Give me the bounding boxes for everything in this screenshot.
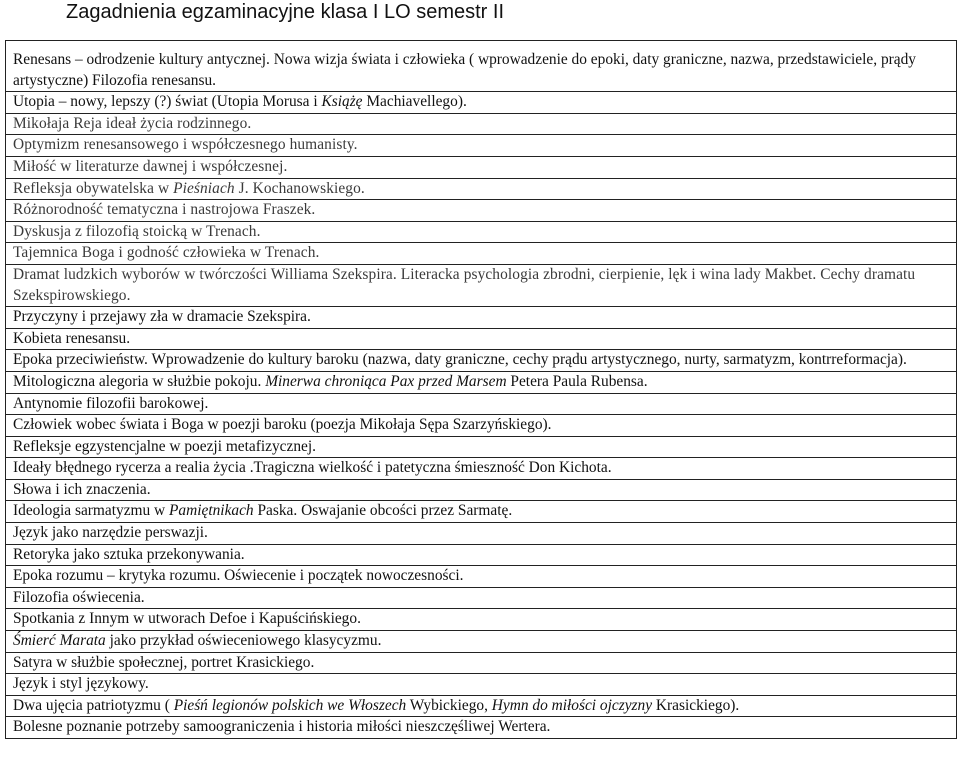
topic-text: Refleksja obywatelska w bbox=[13, 179, 174, 197]
topic-row bbox=[6, 179, 956, 201]
topic-title-italic: Pieśniach bbox=[173, 179, 235, 197]
topic-row bbox=[6, 265, 956, 307]
topic-text: Język jako narzędzie perswazji. bbox=[13, 524, 208, 542]
topic-text: Spotkania z Innym w utworach Defoe i Kapuścińskiego. bbox=[13, 610, 361, 628]
topic-text: Mikołaja Reja ideał życia rodzinnego. bbox=[13, 114, 252, 132]
topic-row bbox=[6, 329, 956, 351]
topic-title-italic: Minerwa chroniąca Pax przed Marsem bbox=[265, 372, 507, 390]
topic-text: Satyra w służbie społecznej, portret Krasickiego. bbox=[13, 653, 315, 671]
topic-row bbox=[6, 437, 956, 459]
topic-row bbox=[6, 609, 956, 631]
topic-text: Dramat ludzkich wyborów w twórczości Williama Szekspira. Literacka psychologia zbrodni, cierpienie, lęk i wina lady Makbet. Cechy dramatu Szekspirowskiego. bbox=[13, 265, 916, 304]
topic-row bbox=[6, 222, 956, 244]
topic-row bbox=[6, 458, 956, 480]
topic-row bbox=[6, 200, 956, 222]
topic-row bbox=[6, 114, 956, 136]
topic-title-italic: Pieśń legionów polskich we Włoszech bbox=[173, 696, 407, 714]
topic-row bbox=[6, 350, 956, 372]
topic-text: Miłość w literaturze dawnej i współczesnej. bbox=[13, 157, 288, 175]
topic-row bbox=[6, 415, 956, 437]
topic-text: Petera Paula Rubensa. bbox=[506, 372, 648, 390]
topic-title-italic: Książę bbox=[321, 93, 363, 111]
topic-row bbox=[6, 653, 956, 675]
topic-text: Optymizm renesansowego i współczesnego humanisty. bbox=[13, 136, 358, 154]
topics-table bbox=[5, 40, 957, 739]
topic-text: Machiavellego). bbox=[362, 93, 467, 111]
topic-text: Krasickiego). bbox=[652, 696, 740, 714]
topic-text: Przyczyny i przejawy zła w dramacie Szekspira. bbox=[13, 308, 311, 326]
topic-row bbox=[6, 394, 956, 416]
topic-text: Epoka przeciwieństw. Wprowadzenie do kultury baroku (nazwa, daty graniczne, cechy prądu artystycznego, nurty, sarmatyzm, kontrreformacja). bbox=[13, 351, 907, 369]
topic-title-italic: Pamiętnikach bbox=[169, 502, 254, 520]
topic-title-italic: Hymn do miłości ojczyzny bbox=[491, 696, 653, 714]
topic-row bbox=[6, 307, 956, 329]
topic-text: Język i styl językowy. bbox=[13, 675, 149, 693]
topic-row bbox=[6, 480, 956, 502]
topic-text: Epoka rozumu – krytyka rozumu. Oświecenie i początek nowoczesności. bbox=[13, 567, 464, 585]
topic-text: Ideały błędnego rycerza a realia życia .Tragiczna wielkość i patetyczna śmieszność Don Kichota. bbox=[13, 459, 612, 477]
topic-text: Bolesne poznanie potrzeby samoograniczenia i historia miłości nieszczęśliwej Wertera. bbox=[13, 718, 551, 736]
topic-row bbox=[6, 696, 956, 718]
topic-text: Tajemnica Boga i godność człowieka w Trenach. bbox=[13, 244, 320, 262]
topic-text: Różnorodność tematyczna i nastrojowa Fraszek. bbox=[13, 201, 316, 219]
topic-text: Słowa i ich znaczenia. bbox=[13, 480, 151, 498]
topic-text: Paska. Oswajanie obcości przez Sarmatę. bbox=[253, 502, 513, 520]
topic-text: Człowiek wobec świata i Boga w poezji baroku (poezja Mikołaja Sępa Szarzyńskiego). bbox=[13, 416, 552, 434]
topic-row bbox=[6, 92, 956, 114]
topic-text: Wybickiego, bbox=[406, 696, 492, 714]
topic-text: Renesans – odrodzenie kultury antycznej. Nowa wizja świata i człowieka ( wprowadzenie do epoki, daty graniczne, nazwa, przedstawiciele, prądy artystyczne) Filozofia renesansu. bbox=[13, 51, 916, 89]
topic-text: Ideologia sarmatyzmu w bbox=[13, 502, 169, 520]
topic-text: J. Kochanowskiego. bbox=[234, 179, 365, 197]
topic-text: Dyskusja z filozofią stoicką w Trenach. bbox=[13, 222, 261, 240]
topic-text: Filozofia oświecenia. bbox=[13, 588, 145, 606]
topic-row bbox=[6, 372, 956, 394]
topic-row bbox=[6, 523, 956, 545]
topic-text: Refleksje egzystencjalne w poezji metafizycznej. bbox=[13, 437, 316, 455]
topic-row bbox=[6, 674, 956, 696]
topic-row bbox=[6, 545, 956, 567]
topic-text: jako przykład oświeceniowego klasycyzmu. bbox=[105, 632, 382, 650]
topic-title-italic: Śmierć Marata bbox=[13, 632, 106, 650]
topic-text: Kobieta renesansu. bbox=[13, 329, 131, 347]
topic-row bbox=[6, 243, 956, 265]
topic-row bbox=[6, 566, 956, 588]
topic-row bbox=[6, 588, 956, 610]
topic-row bbox=[6, 157, 956, 179]
topic-text: Dwa ujęcia patriotyzmu ( bbox=[13, 696, 174, 714]
topic-text: Retoryka jako sztuka przekonywania. bbox=[13, 545, 245, 563]
topic-row bbox=[6, 501, 956, 523]
topic-row bbox=[6, 135, 956, 157]
topic-row bbox=[6, 631, 956, 653]
topic-text: Mitologiczna alegoria w służbie pokoju. bbox=[13, 372, 266, 390]
topic-text: Antynomie filozofii barokowej. bbox=[13, 394, 209, 412]
topic-text: Utopia – nowy, lepszy (?) świat (Utopia Morusa i bbox=[13, 93, 322, 111]
topic-row bbox=[6, 717, 956, 739]
topic-row bbox=[6, 41, 956, 92]
page-title: Zagadnienia egzaminacyjne klasa I LO semestr II bbox=[66, 1, 504, 23]
